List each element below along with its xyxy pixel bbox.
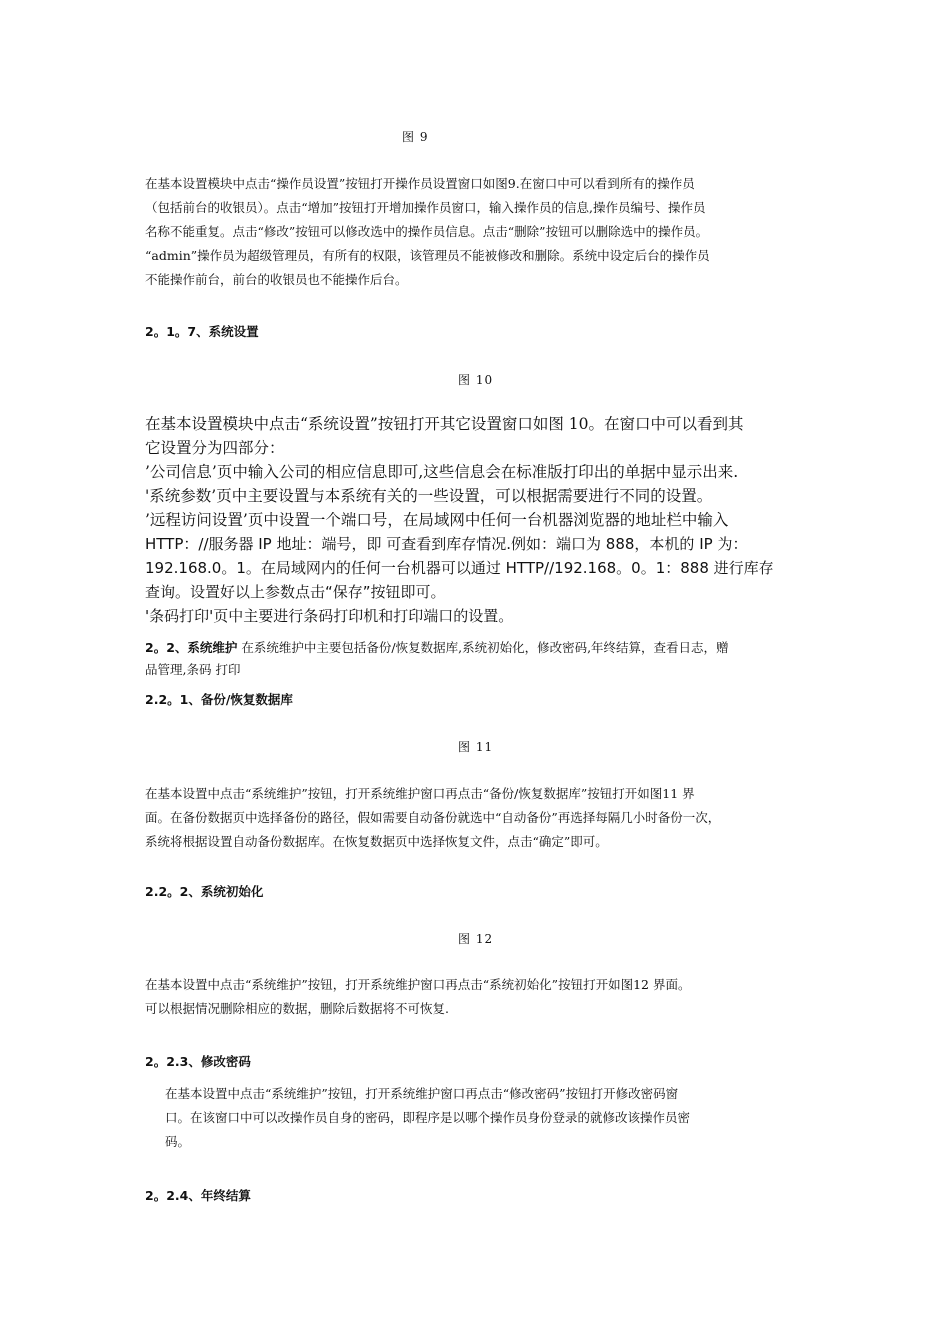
paragraph-line: '条码打印'页中主要进行条码打印机和打印端口的设置。: [145, 607, 514, 625]
section-heading-system-maintenance: 2。2、系统维护: [145, 640, 238, 655]
paragraph-line: ’公司信息’页中输入公司的相应信息即可,这些信息会在标准版打印出的单据中显示出来.: [145, 463, 739, 481]
paragraph-line: ’远程访问设置’页中设置一个端口号，在局域网中任何一台机器浏览器的地址栏中输入: [145, 511, 729, 529]
section-heading-year-end: 2。2.4、年终结算: [145, 1188, 251, 1203]
paragraph-line: 口。在该窗口中可以改操作员自身的密码，即程序是以哪个操作员身份登录的就修改该操作员密: [165, 1110, 691, 1125]
paragraph-line: 查询。设置好以上参数点击“保存”按钮即可。: [145, 583, 446, 601]
paragraph-line: 在基本设置模块中点击“系统设置”按钮打开其它设置窗口如图 10。在窗口中可以看到其: [145, 415, 744, 433]
section-heading-backup-restore: 2.2。1、备份/恢复数据库: [145, 692, 293, 707]
paragraph-line: 在基本设置中点击“系统维护”按钮，打开系统维护窗口再点击“系统初始化”按钮打开如图12 界面。: [145, 977, 691, 992]
paragraph-line: 名称不能重复。点击“修改”按钮可以修改选中的操作员信息。点击“删除”按钮可以删除选中的操作员。: [145, 224, 709, 239]
backup-restore-paragraph: [145, 782, 720, 854]
paragraph-line: 在基本设置模块中点击“操作员设置”按钮打开操作员设置窗口如图9.在窗口中可以看到所有的操作员: [145, 176, 695, 191]
figure-10-caption: 图 10: [458, 373, 494, 387]
paragraph-line: 可以根据情况删除相应的数据，删除后数据将不可恢复.: [145, 1001, 449, 1016]
operator-settings-paragraph: [145, 172, 710, 292]
section-heading-system-settings: 2。1。7、系统设置: [145, 324, 259, 339]
paragraph-line: 192.168.0。1。在局域网内的任何一台机器可以通过 HTTP//192.168。0。1：888 进行库存: [145, 559, 774, 577]
change-password-paragraph: [165, 1082, 690, 1154]
paragraph-line: 品管理,条码 打印: [145, 662, 241, 677]
inline-text: 在系统维护中主要包括备份/恢复数据库,系统初始化，修改密码,年终结算，查看日志，赠: [237, 640, 729, 655]
figure-11-caption: 图 11: [458, 740, 494, 754]
paragraph-line: '系统参数’页中主要设置与本系统有关的一些设置，可以根据需要进行不同的设置。: [145, 487, 713, 505]
system-settings-paragraph: [145, 412, 774, 628]
paragraph-line: “admin”操作员为超级管理员，有所有的权限，该管理员不能被修改和删除。系统中设定后台的操作员: [145, 248, 710, 263]
section-heading-change-password: 2。2.3、修改密码: [145, 1054, 251, 1069]
paragraph-line: 在基本设置中点击“系统维护”按钮，打开系统维护窗口再点击“修改密码”按钮打开修改密码窗: [165, 1086, 679, 1101]
paragraph-line: （包括前台的收银员）。点击“增加”按钮打开增加操作员窗口，输入操作员的信息,操作员编号、操作员: [145, 200, 706, 215]
paragraph-line: 不能操作前台，前台的收银员也不能操作后台。: [145, 272, 408, 287]
section-heading-system-init: 2.2。2、系统初始化: [145, 884, 264, 899]
paragraph-line: 它设置分为四部分：: [145, 439, 285, 457]
figure-9-caption: 图 9: [402, 130, 429, 144]
system-init-paragraph: [145, 973, 690, 1021]
paragraph-line: 系统将根据设置自动备份数据库。在恢复数据页中选择恢复文件，点击“确定”即可。: [145, 834, 608, 849]
paragraph-line: 在基本设置中点击“系统维护”按钮，打开系统维护窗口再点击“备份/恢复数据库”按钮打开如图11 界: [145, 786, 695, 801]
paragraph-line: [145, 637, 729, 659]
system-maintenance-paragraph: [145, 637, 729, 681]
figure-12-caption: 图 12: [458, 932, 494, 946]
paragraph-line: 码。: [165, 1134, 191, 1149]
paragraph-line: HTTP：//服务器 IP 地址：端号，即 可查看到库存情况.例如：端口为 888，本机的 IP 为：: [145, 535, 748, 553]
paragraph-line: 面。在备份数据页中选择备份的路径，假如需要自动备份就选中“自动备份”再选择每隔几小时备份一次，: [145, 810, 721, 825]
